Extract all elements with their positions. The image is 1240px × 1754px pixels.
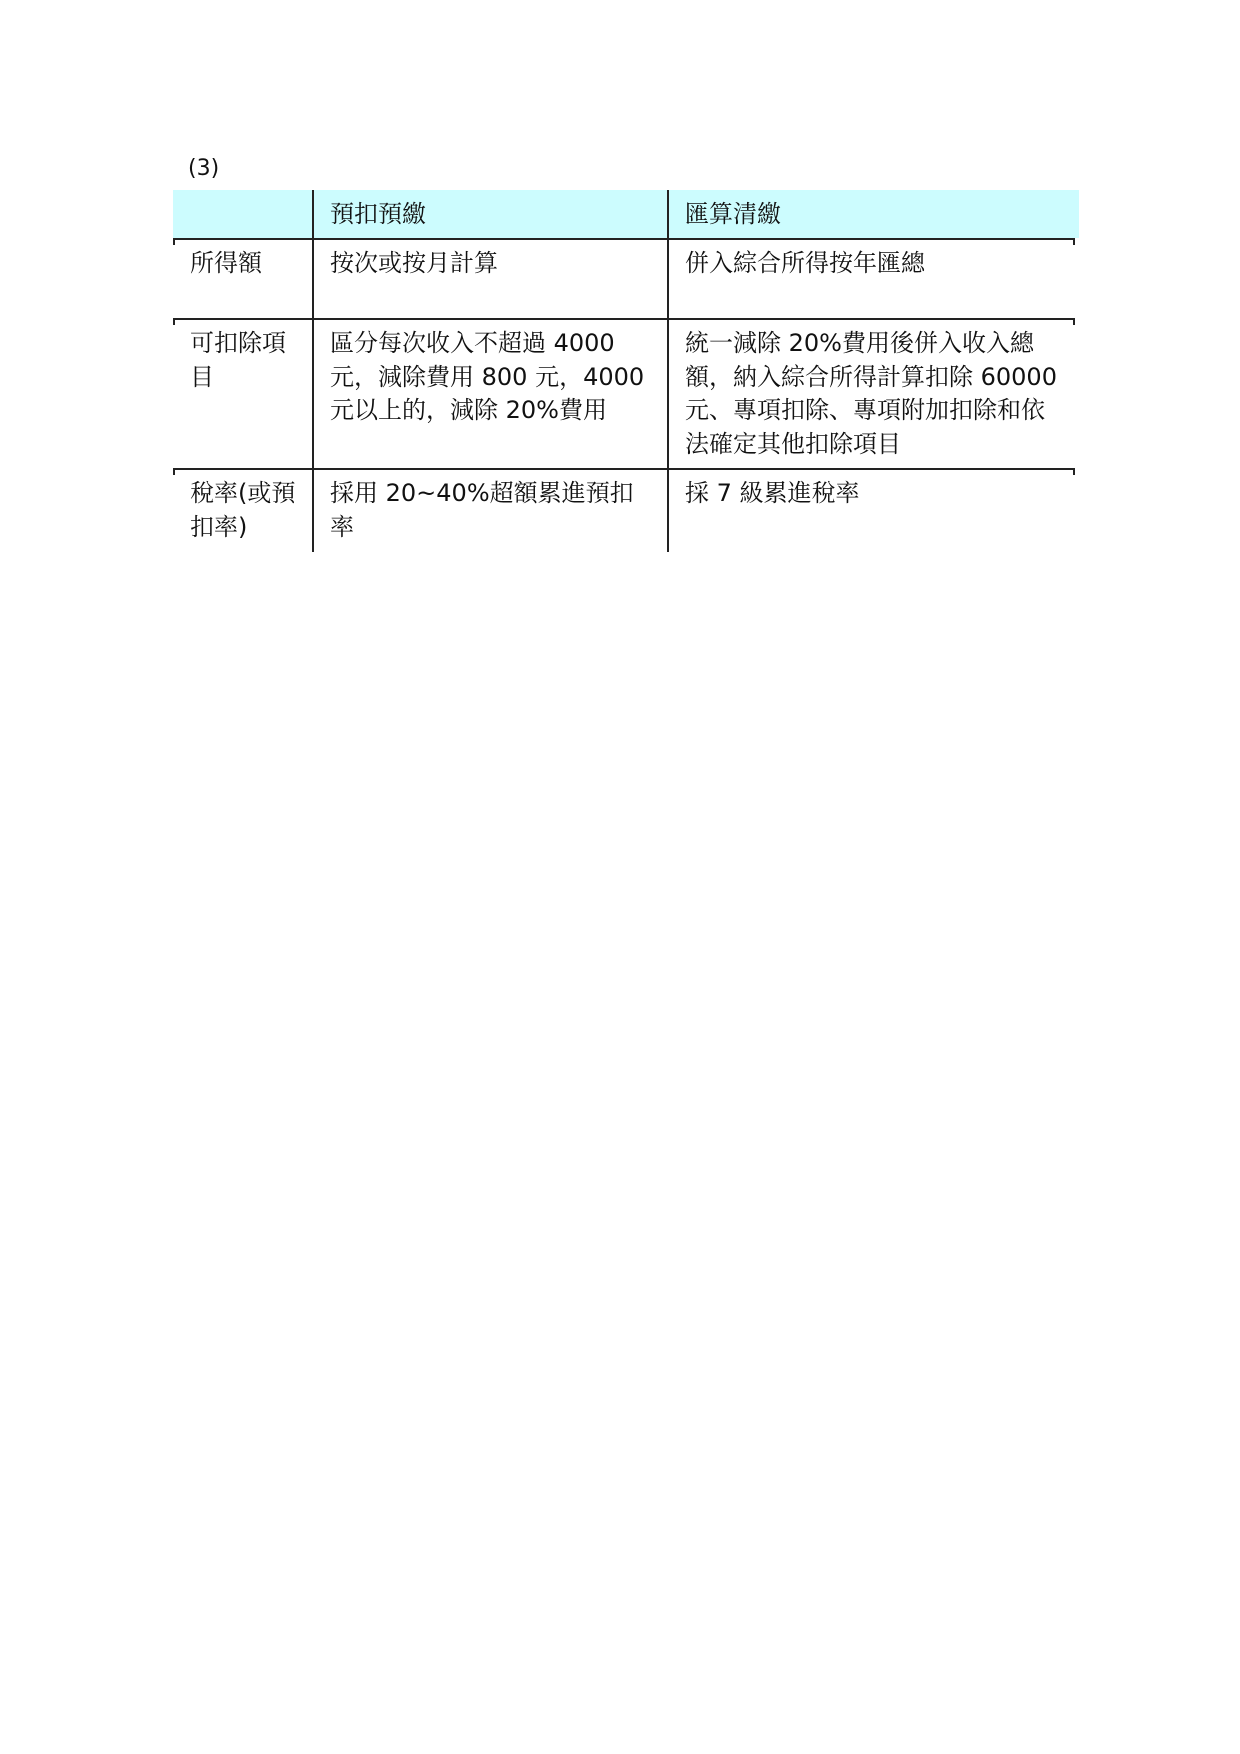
- row-divider-tick: [173, 318, 175, 325]
- row-label: 稅率(或預扣率): [190, 479, 296, 541]
- header-cell-annual-settlement: 匯算清繳: [668, 190, 1079, 238]
- row-divider-tick: [1073, 468, 1075, 475]
- row-divider: [173, 468, 1075, 470]
- table-cell: 採 7 級累進稅率: [668, 468, 1079, 552]
- table-cell: 統一減除 20%費用後併入收入總額，納入綜合所得計算扣除 60000 元、專項扣除、專項附加扣除和依法確定其他扣除項目: [668, 318, 1079, 468]
- row-divider: [173, 238, 1075, 240]
- table-header-row: [173, 190, 1079, 238]
- header-cell-withholding: 預扣預繳: [313, 190, 668, 238]
- table-cell: 區分每次收入不超過 4000 元，減除費用 800 元，4000 元以上的，減除 20%費用: [313, 318, 668, 468]
- table-cell: 採用 20~40%超額累進預扣率: [313, 468, 668, 552]
- row-divider: [173, 318, 1075, 320]
- table-cell: 按次或按月計算: [313, 238, 668, 318]
- section-label: (3): [188, 156, 220, 181]
- row-divider-tick: [173, 238, 175, 245]
- table-row: [173, 468, 1079, 552]
- table-row: [173, 238, 1079, 318]
- row-divider-tick: [173, 468, 175, 475]
- row-divider-tick: [1073, 238, 1075, 245]
- row-label: 所得額: [190, 249, 262, 277]
- table-cell: 併入綜合所得按年匯總: [668, 238, 1079, 318]
- row-divider-tick: [1073, 318, 1075, 325]
- row-label: 可扣除項目: [190, 329, 286, 391]
- header-cell-empty: [173, 190, 313, 238]
- comparison-table: [173, 190, 1079, 552]
- table-row: [173, 318, 1079, 468]
